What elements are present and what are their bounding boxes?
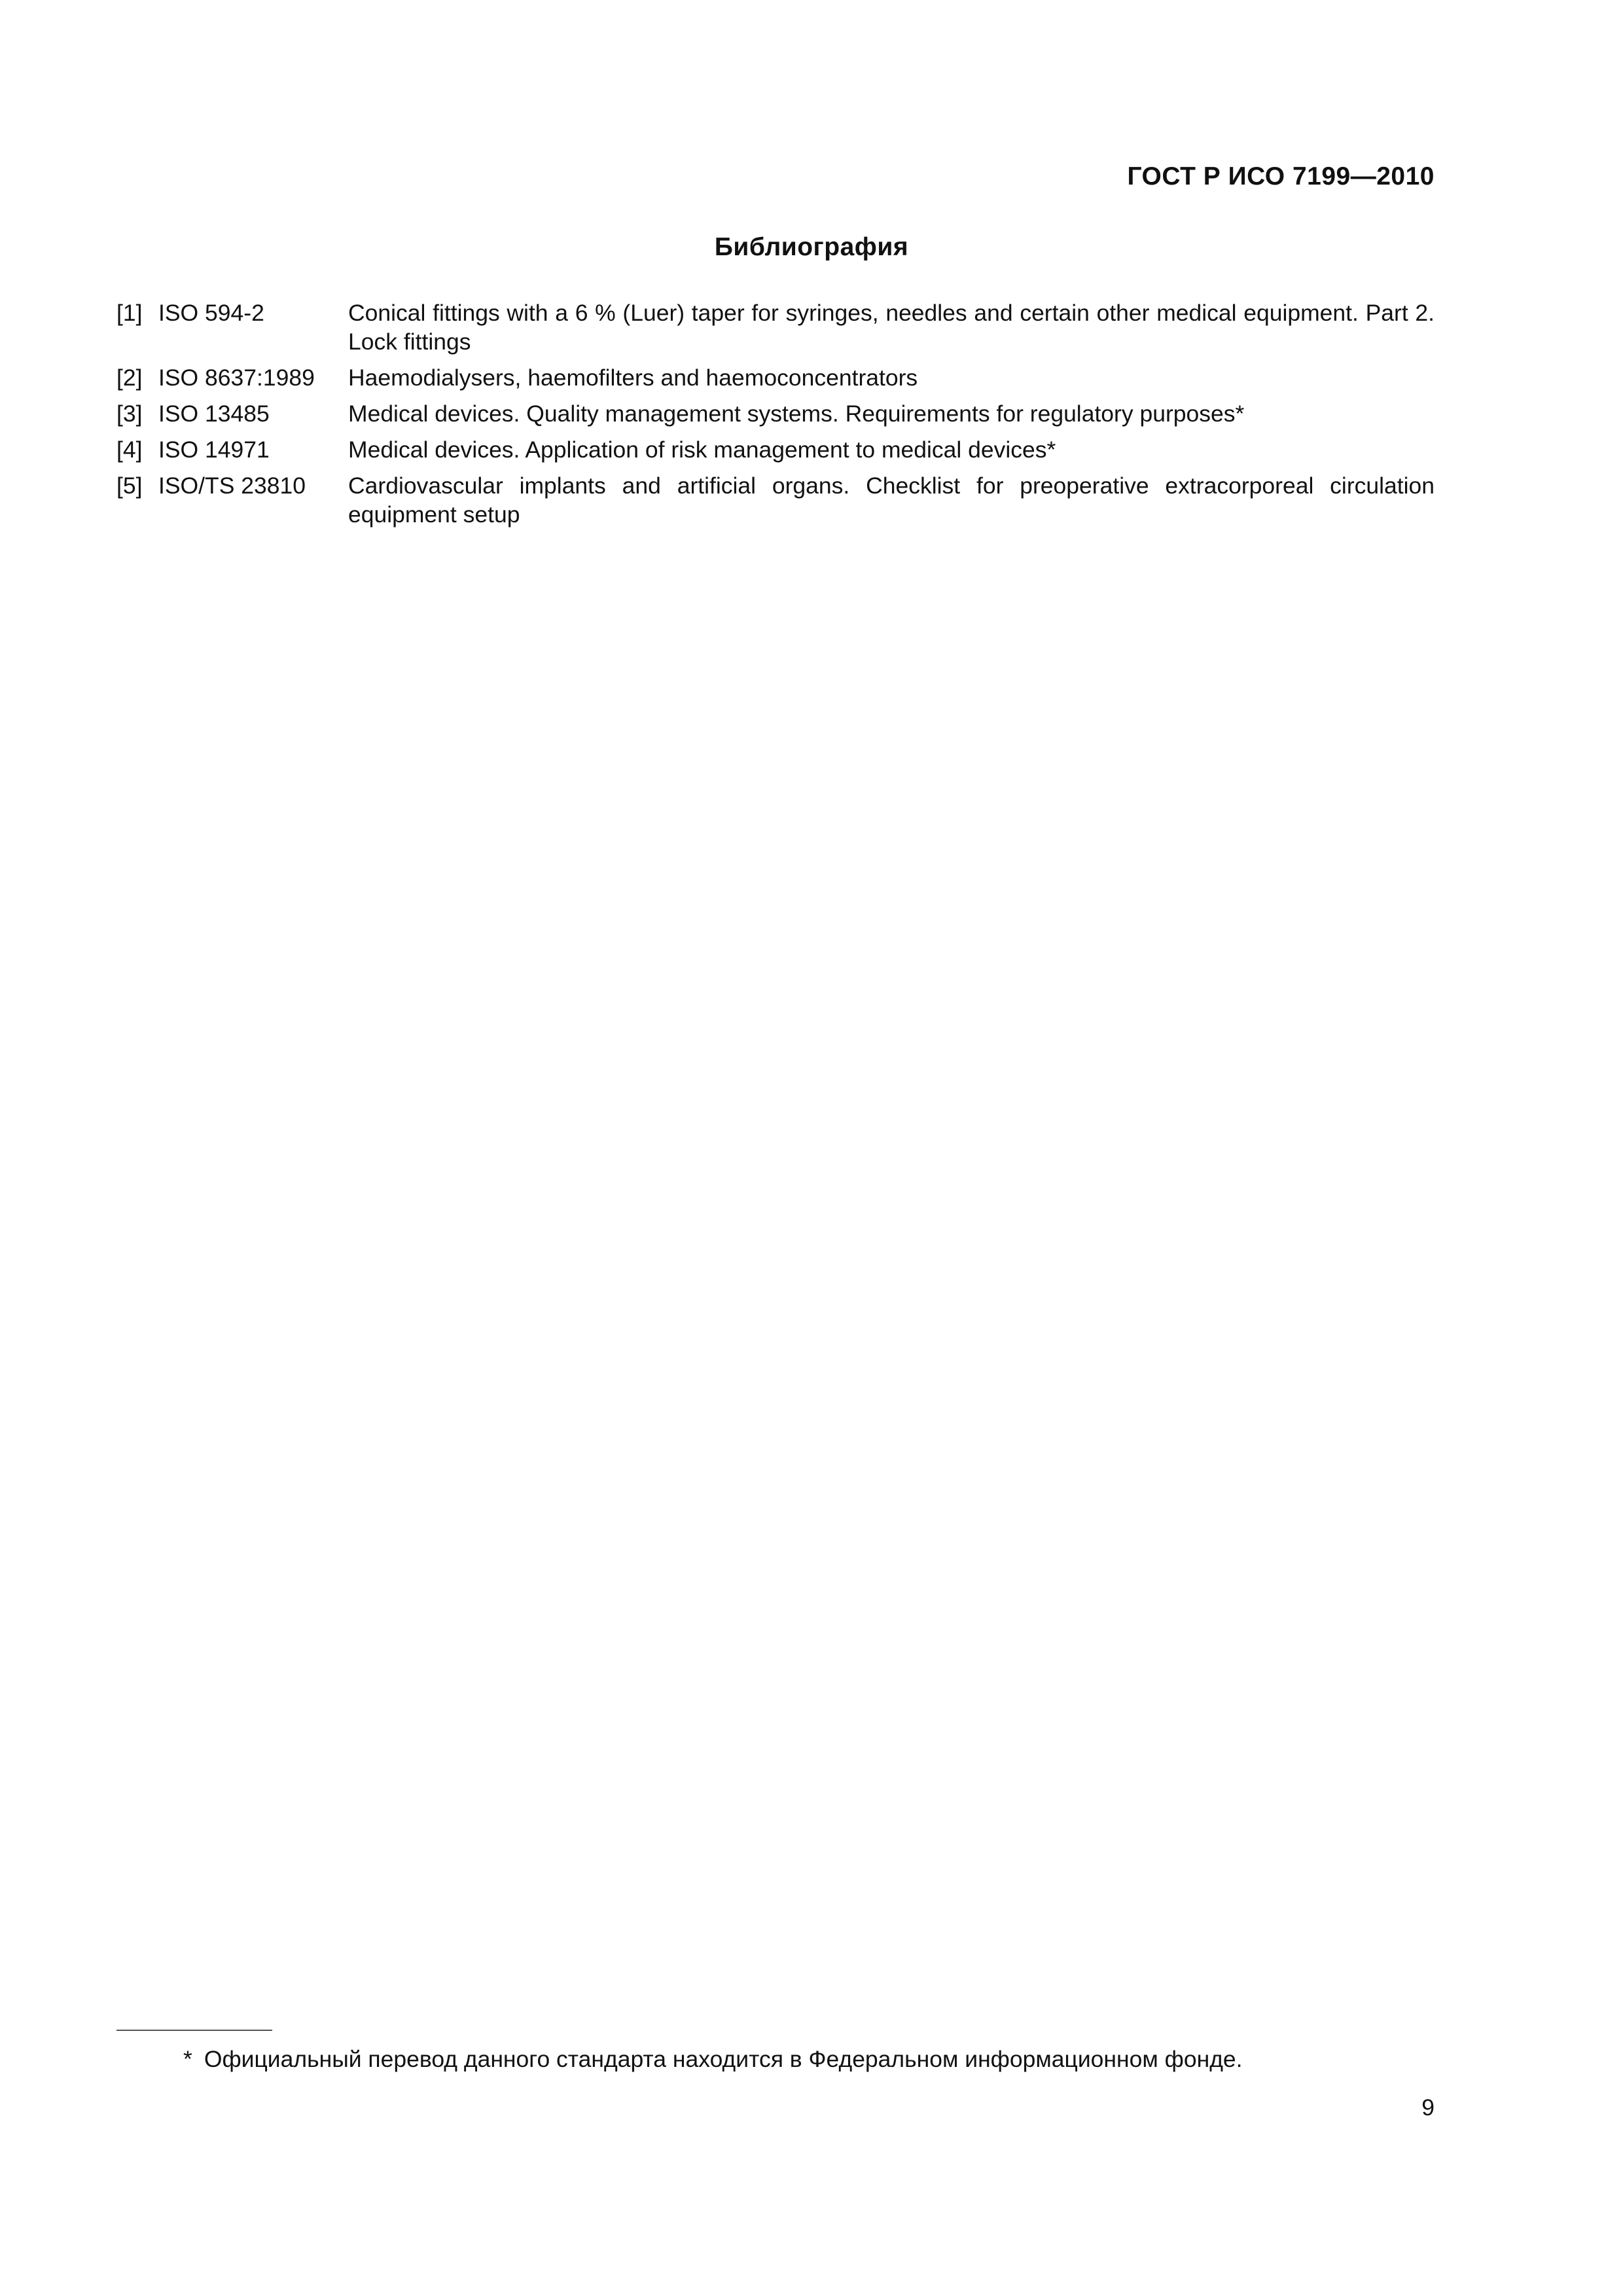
entry-title: Conical fittings with a 6 % (Luer) taper for syringes, needles and certain other medical equipment. Part 2. Lock fittings xyxy=(348,300,1435,355)
bibliography-entry xyxy=(116,399,1435,428)
bibliography-list xyxy=(116,298,1435,536)
entry-title: Cardiovascular implants and artificial organs. Checklist for preoperative extracorporeal circulation equipment setup xyxy=(348,473,1435,528)
entry-standard-code: ISO 14971 xyxy=(158,437,270,463)
footnote-mark: * xyxy=(183,2046,192,2072)
bibliography-entry xyxy=(116,298,1435,356)
entry-number: [3] xyxy=(116,401,143,427)
footnote-text: Официальный перевод данного стандарта находится в Федеральном информационном фонде. xyxy=(204,2046,1243,2072)
entry-number: [4] xyxy=(116,437,143,463)
document-code-header: ГОСТ Р ИСО 7199—2010 xyxy=(1127,162,1435,190)
entry-title: Medical devices. Application of risk management to medical devices* xyxy=(348,437,1056,463)
bibliography-entry xyxy=(116,471,1435,529)
entry-number: [5] xyxy=(116,473,143,499)
entry-standard-code: ISO 13485 xyxy=(158,401,270,427)
page-number: 9 xyxy=(1421,2094,1435,2121)
footnote xyxy=(183,2045,1243,2073)
entry-standard-code: ISO/TS 23810 xyxy=(158,473,306,499)
entry-number: [2] xyxy=(116,365,143,391)
bibliography-title: Библиография xyxy=(714,233,909,261)
entry-title: Medical devices. Quality management systems. Requirements for regulatory purposes* xyxy=(348,401,1245,427)
entry-standard-code: ISO 594-2 xyxy=(158,300,264,326)
bibliography-entry xyxy=(116,363,1435,392)
entry-standard-code: ISO 8637:1989 xyxy=(158,365,315,391)
footnote-divider xyxy=(116,2030,272,2031)
bibliography-entry xyxy=(116,435,1435,464)
entry-number: [1] xyxy=(116,300,143,326)
entry-title: Haemodialysers, haemofilters and haemoconcentrators xyxy=(348,365,918,391)
